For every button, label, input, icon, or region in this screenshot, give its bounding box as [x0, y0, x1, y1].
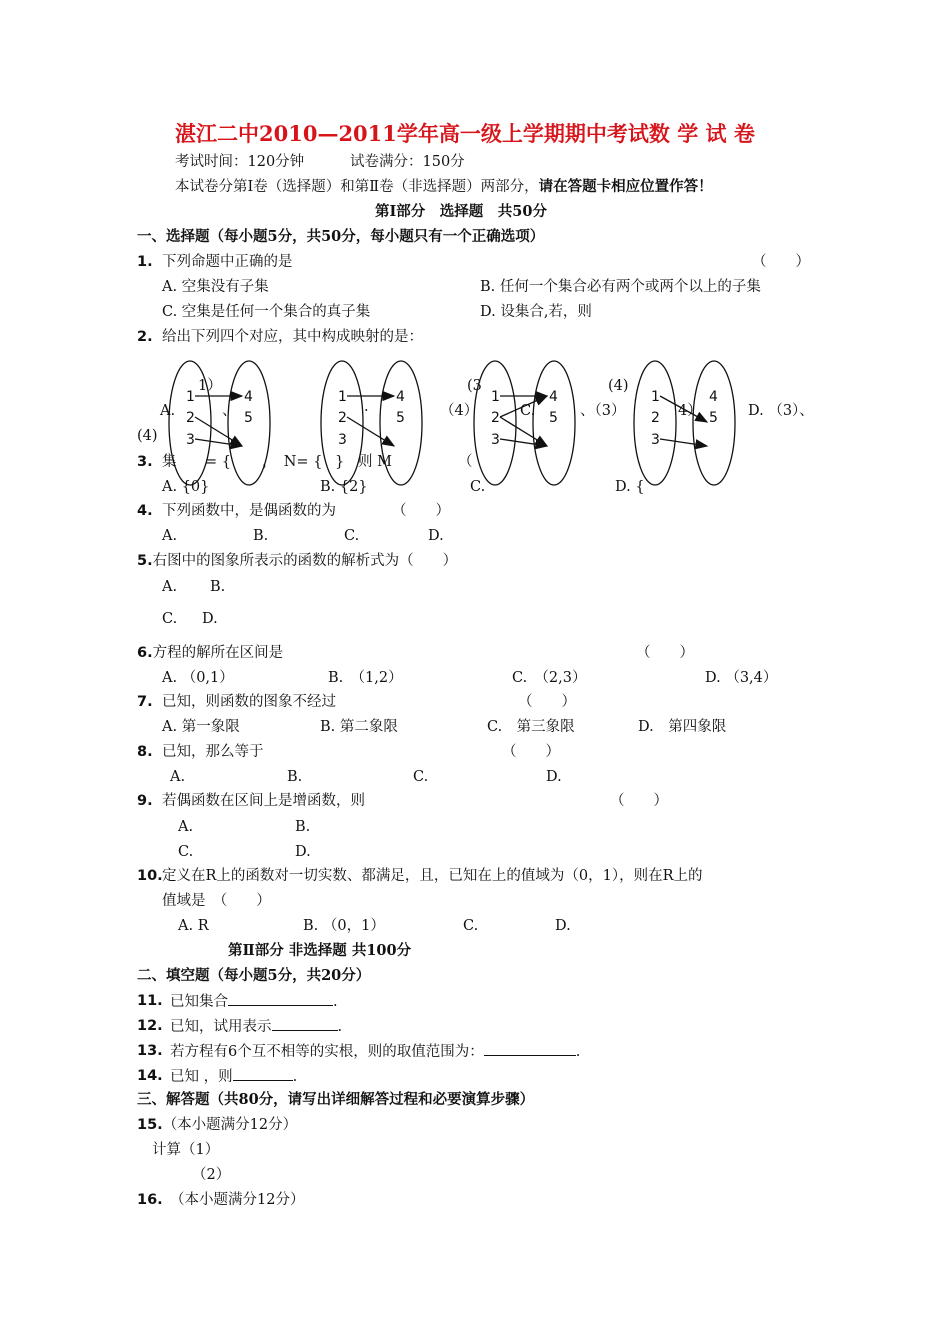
q15-number: 15. — [137, 1117, 163, 1133]
q13-text: 若方程有6个互不相等的实根，则的取值范围为： — [170, 1044, 484, 1060]
q7-number: 7. — [137, 694, 153, 710]
page-title: 湛江二中2010—2011学年高一级上学期期中考试数 学 试 卷 — [175, 121, 755, 146]
part2-heading: 第Ⅱ部分 非选择题 共100分 — [228, 942, 412, 959]
q15-line — [137, 1115, 297, 1135]
mapping-diagram-4 — [633, 360, 743, 490]
q1-option-c: C. 空集是任何一个集合的真子集 — [162, 304, 371, 320]
q1-text: 下列命题中正确的是 — [162, 254, 293, 270]
q7-option-a: A. 第一象限 — [162, 719, 240, 735]
element-2: 2 — [186, 410, 195, 426]
q5-line — [137, 551, 457, 571]
q2-number: 2. — [137, 329, 153, 345]
q8-text: 已知，那么等于 — [162, 744, 264, 760]
q1-number: 1. — [137, 254, 153, 270]
element-5: 5 — [396, 410, 405, 426]
q10-option-d: D. — [555, 918, 571, 934]
q1-option-b: B. 任何一个集合必有两个或两个以上的子集 — [480, 279, 761, 295]
q2-text: 给出下列四个对应，其中构成映射的是： — [162, 329, 423, 345]
q3-frag-5: 则 M — [358, 454, 392, 470]
exam-score: 试卷满分：150分 — [350, 154, 465, 170]
q3-option-a: A. {0} — [162, 479, 210, 495]
element-5: 5 — [244, 410, 253, 426]
q12-text: 已知，试用表示 — [170, 1019, 272, 1035]
q3-number: 3. — [137, 454, 153, 470]
q10-number: 10. — [137, 868, 163, 884]
q4-option-d: D. — [428, 528, 444, 544]
q10-option-c: C. — [463, 918, 479, 934]
q3-frag-2: = { — [205, 454, 231, 470]
element-1: 1 — [491, 389, 500, 405]
q3-frag-3: ， N= { — [262, 454, 323, 470]
q7-text: 已知，则函数的图象不经过 — [162, 694, 336, 710]
q11-text: 已知集合 — [170, 994, 228, 1010]
instructions-text: 本试卷分第Ⅰ卷（选择题）和第Ⅱ卷（非选择题）两部分， — [175, 179, 539, 195]
q7-answer-paren: （ ） — [518, 694, 576, 710]
q4-text: 下列函数中，是偶函数的为 — [162, 503, 336, 519]
element-3: 3 — [186, 432, 195, 448]
q12-answer-blank[interactable] — [272, 1016, 338, 1031]
q8-option-c: C. — [413, 769, 429, 785]
q9-option-c: C. — [178, 844, 194, 860]
exam-time: 考试时间：120分钟 — [175, 154, 305, 170]
q5-option-a: A. — [162, 579, 178, 595]
element-1: 1 — [651, 389, 660, 405]
q14-end: . — [292, 1069, 298, 1085]
q6-answer-paren: （ ） — [636, 645, 694, 661]
element-5: 5 — [709, 410, 718, 426]
section3-heading: 三、解答题（共80分，请写出详细解答过程和必要演算步骤） — [137, 1091, 535, 1108]
q9-number: 9. — [137, 793, 153, 809]
q4-number: 4. — [137, 503, 153, 519]
q5-option-d: D. — [202, 611, 218, 627]
q2-option-d-wrap: (4) — [137, 428, 158, 444]
q15-calc-2: （2） — [192, 1167, 231, 1183]
q5-text: 右图中的图象所表示的函数的解析式为（ ） — [152, 553, 458, 569]
q2-option-d: D. （3）、 — [748, 403, 814, 419]
element-2: 2 — [491, 410, 500, 426]
element-2: 2 — [338, 410, 347, 426]
q10-option-a: A. R — [178, 918, 209, 934]
q11-end: . — [333, 994, 338, 1010]
element-5: 5 — [549, 410, 558, 426]
q11-number: 11. — [137, 993, 163, 1009]
q14-number: 14. — [137, 1068, 163, 1084]
q5-number: 5. — [137, 553, 153, 569]
q3-option-b: B. {2} — [320, 479, 368, 495]
q9-answer-paren: （ ） — [610, 793, 668, 809]
q9-option-b: B. — [295, 819, 311, 835]
q13-line — [170, 1041, 580, 1062]
q1-option-d: D. 设集合,若，则 — [480, 304, 592, 320]
q13-number: 13. — [137, 1043, 163, 1059]
q3-frag-6: （ — [458, 454, 473, 470]
q9-option-d: D. — [295, 844, 311, 860]
q6-text: 方程的解所在区间是 — [152, 645, 284, 661]
q13-end: . — [575, 1044, 581, 1060]
q3-frag-4: } — [335, 454, 345, 470]
q10-text: 定义在R上的函数对一切实数、都满足，且，已知在上的值域为（0，1），则在R上的 — [162, 868, 703, 884]
q5-option-b: B. — [210, 579, 226, 595]
q7-option-d: D. 第四象限 — [638, 719, 727, 735]
section1-heading: 一、选择题（每小题5分，共50分，每小题只有一个正确选项） — [137, 228, 545, 245]
q2-frag-d: C. — [520, 403, 536, 419]
instructions-emphasis: 请在答题卡相应位置作答！ — [538, 178, 713, 195]
q3-frag-1: 集 — [162, 454, 177, 470]
q9-text: 若偶函数在区间上是增函数，则 — [162, 793, 365, 809]
q4-option-c: C. — [344, 528, 360, 544]
q7-option-b: B. 第二象限 — [320, 719, 398, 735]
part1-heading: 第Ⅰ部分 选择题 共50分 — [375, 203, 547, 220]
q8-answer-paren: （ ） — [502, 744, 560, 760]
q6-line — [137, 643, 283, 663]
q14-answer-blank[interactable] — [233, 1066, 293, 1081]
q9-option-a: A. — [178, 819, 194, 835]
q16-number: 16. — [137, 1192, 163, 1208]
q3-option-d: D. { — [615, 479, 645, 495]
q1-option-a: A. 空集没有子集 — [162, 279, 269, 295]
q6-option-a: A. （0,1） — [162, 670, 234, 686]
element-2: 2 — [651, 410, 660, 426]
q13-answer-blank[interactable] — [484, 1041, 576, 1056]
q6-option-b: B. （1,2） — [328, 670, 403, 686]
q8-option-b: B. — [287, 769, 303, 785]
q15-calc-1: 计算（1） — [152, 1142, 220, 1158]
q11-line — [170, 991, 338, 1012]
q6-option-d: D. （3,4） — [705, 670, 778, 686]
q4-answer-paren: （ ） — [392, 503, 450, 519]
q4-option-a: A. — [162, 528, 178, 544]
diagram1-label: 1） — [198, 378, 222, 394]
q8-number: 8. — [137, 744, 153, 760]
element-4: 4 — [549, 389, 558, 405]
q2-option-a: A. — [160, 403, 176, 419]
q11-answer-blank[interactable] — [228, 991, 333, 1006]
q2-frag-c: （4） — [440, 403, 479, 419]
q1-answer-paren: （ ） — [752, 254, 810, 270]
q15-text: （本小题满分12分） — [162, 1117, 298, 1133]
element-1: 1 — [186, 389, 195, 405]
element-3: 3 — [491, 432, 500, 448]
element-3: 3 — [338, 432, 347, 448]
q16-text: （本小题满分12分） — [170, 1192, 305, 1208]
q14-line — [170, 1066, 297, 1087]
element-4: 4 — [244, 389, 253, 405]
q2-frag-f: 4） — [678, 403, 702, 419]
q2-frag-e: 、（3） — [580, 403, 626, 419]
q4-option-b: B. — [253, 528, 269, 544]
element-3: 3 — [651, 432, 660, 448]
q6-option-c: C. （2,3） — [512, 670, 587, 686]
q12-end: . — [337, 1019, 343, 1035]
element-4: 4 — [396, 389, 405, 405]
q7-option-c: C. 第三象限 — [487, 719, 575, 735]
q5-option-c: C. — [162, 611, 178, 627]
q10-text-cont: 值域是 （ ） — [162, 893, 271, 909]
q3-option-c: C. — [470, 479, 486, 495]
q10-option-b: B. （0，1） — [303, 918, 385, 934]
instructions — [175, 177, 713, 197]
section2-heading: 二、填空题（每小题5分，共20分） — [137, 967, 371, 984]
q14-text: 已知 ，则 — [170, 1069, 233, 1085]
q8-option-d: D. — [546, 769, 562, 785]
q6-number: 6. — [137, 645, 153, 661]
q2-frag-a: 、 — [222, 403, 237, 419]
q2-frag-b: · — [364, 403, 369, 419]
diagram3-label: (3 — [467, 378, 482, 394]
element-4: 4 — [709, 389, 718, 405]
diagram4-label: (4) — [608, 378, 629, 394]
q12-number: 12. — [137, 1018, 163, 1034]
q8-option-a: A. — [170, 769, 186, 785]
mapping-diagram-3 — [473, 360, 583, 490]
element-1: 1 — [338, 389, 347, 405]
q12-line — [170, 1016, 342, 1037]
